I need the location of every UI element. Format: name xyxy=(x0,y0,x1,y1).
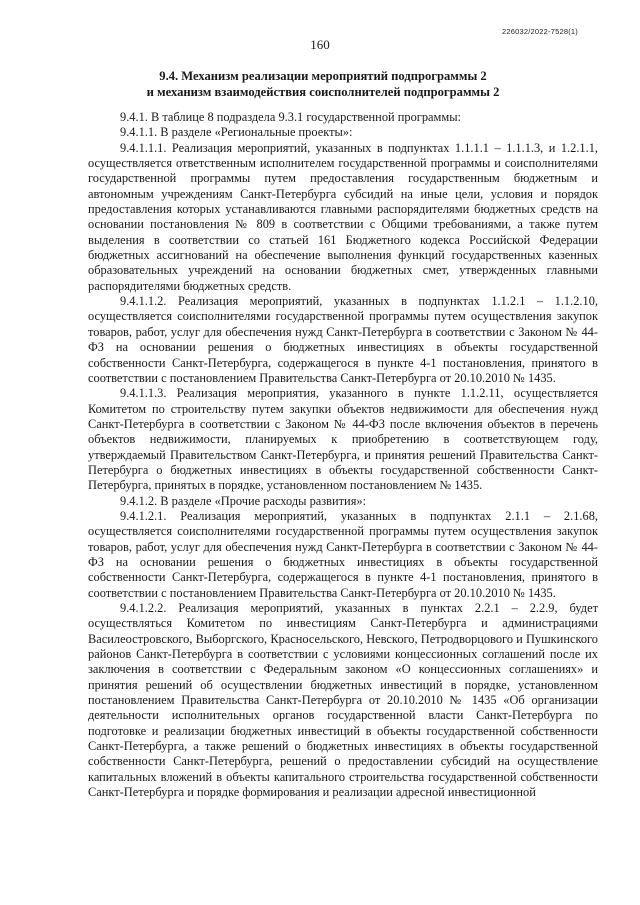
paragraph: 9.4.1.2.1. Реализация мероприятий, указанных в подпунктах 2.1.1 – 2.1.68, осуществляется соисполнителями государственной программы путем осуществления закупок товаров, работ, услуг для обеспечения нужд Санкт-Петербурга в соответствии с Законом № 44-ФЗ на основании решения о бюджетных инвестициях в объекты государственной собственности Санкт-Петербурга, содержащегося в пункте 4-1 постановления, принятого в соответствии с постановлением Правительства Санкт-Петербурга от 20.10.2010 № 1435. xyxy=(88,508,598,600)
heading-line-2: и механизм взаимодействия соисполнителей подпрограммы 2 xyxy=(146,85,500,99)
page-number: 160 xyxy=(310,37,330,52)
paragraph: 9.4.1.1.2. Реализация мероприятий, указанных в подпунктах 1.1.2.1 – 1.1.2.10, осуществляется соисполнителями государственной программы путем осуществления закупок товаров, работ, услуг для обеспечения нужд Санкт-Петербурга в соответствии с Законом № 44-ФЗ на основании решения о бюджетных инвестициях в объекты государственной собственности Санкт-Петербурга, содержащегося в пункте 4-1 постановления, принятого в соответствии с постановлением Правительства Санкт-Петербурга от 20.10.2010 № 1435. xyxy=(88,294,598,385)
paragraph: 9.4.1. В таблице 8 подраздела 9.3.1 государственной программы: xyxy=(120,110,461,124)
paragraph: 9.4.1.2.2. Реализация мероприятий, указанных в пунктах 2.2.1 – 2.2.9, будет осуществляться Комитетом по инвестициям Санкт-Петербурга и администрациями Василеостровского, Выборгского, Красносельского, Невского, Петродворцового и Пушкинского районов Санкт-Петербурга в соответствии с условиями концессионных соглашений после их заключения в соответствии с Федеральным законом «О концессионных соглашениях» и принятия решений об осуществлении бюджетных инвестиций в порядке, установленном постановлением Правительства Санкт-Петербурга от 20.10.2010 № 1435 «Об организации деятельности исполнительных органов государственной власти Санкт-Петербурга по подготовке и реализации бюджетных инвестиций в объекты государственной собственности Санкт-Петербурга, а также решений о бюджетных инвестициях в объекты государственной собственности Санкт-Петербурга, решений о предоставлении субсидий на осуществление капитальных вложений в объекты капитального строительства государственной собственности Санкт-Петербурга и порядке формирования и реализации адресной инвестиционной xyxy=(88,601,598,800)
document-code: 226032/2022-7528(1) xyxy=(502,27,578,36)
section-heading xyxy=(88,68,558,100)
heading-line-1: 9.4. Механизм реализации мероприятий подпрограммы 2 xyxy=(159,69,487,83)
paragraph: 9.4.1.2. В разделе «Прочие расходы развития»: xyxy=(120,493,367,508)
paragraph: 9.4.1.1. В разделе «Региональные проекты»: xyxy=(120,125,353,140)
paragraph: 9.4.1.1.1. Реализация мероприятий, указанных в подпунктах 1.1.1.1 – 1.1.1.3, и 1.2.1.1, осуществляется ответственным исполнителем государственной программы и соисполнителями государственной программы путем предоставления государственным бюджетным и автономным учреждениям Санкт-Петербурга субсидий на иные цели, условия и порядок предоставления которых устанавливаются главными распорядителями бюджетных средств на основании постановления № 809 в соответствии с Общими требованиями, а также путем выделения в соответствии со статьей 161 Бюджетного кодекса Российской Федерации бюджетных ассигнований на обеспечение выполнения функций государственных казенных образовательных учреждений на основании бюджетных смет, утвержденных главными распорядителями бюджетных средств. xyxy=(88,140,598,293)
document-body xyxy=(88,110,598,800)
paragraph: 9.4.1.1.3. Реализация мероприятия, указанного в пункте 1.1.2.11, осуществляется Комитетом по строительству путем закупки объектов недвижимости для обеспечения нужд Санкт-Петербурга в соответствии с Законом № 44-ФЗ после включения объектов в перечень объектов недвижимости, планируемых к приобретению в соответствующем году, утверждаемый Правительством Санкт-Петербурга, и принятия решений Правительства Санкт-Петербурга о бюджетных инвестициях в объекты государственной собственности Санкт-Петербурга, принятых в порядке, установленном постановлением № 1435. xyxy=(88,386,598,493)
